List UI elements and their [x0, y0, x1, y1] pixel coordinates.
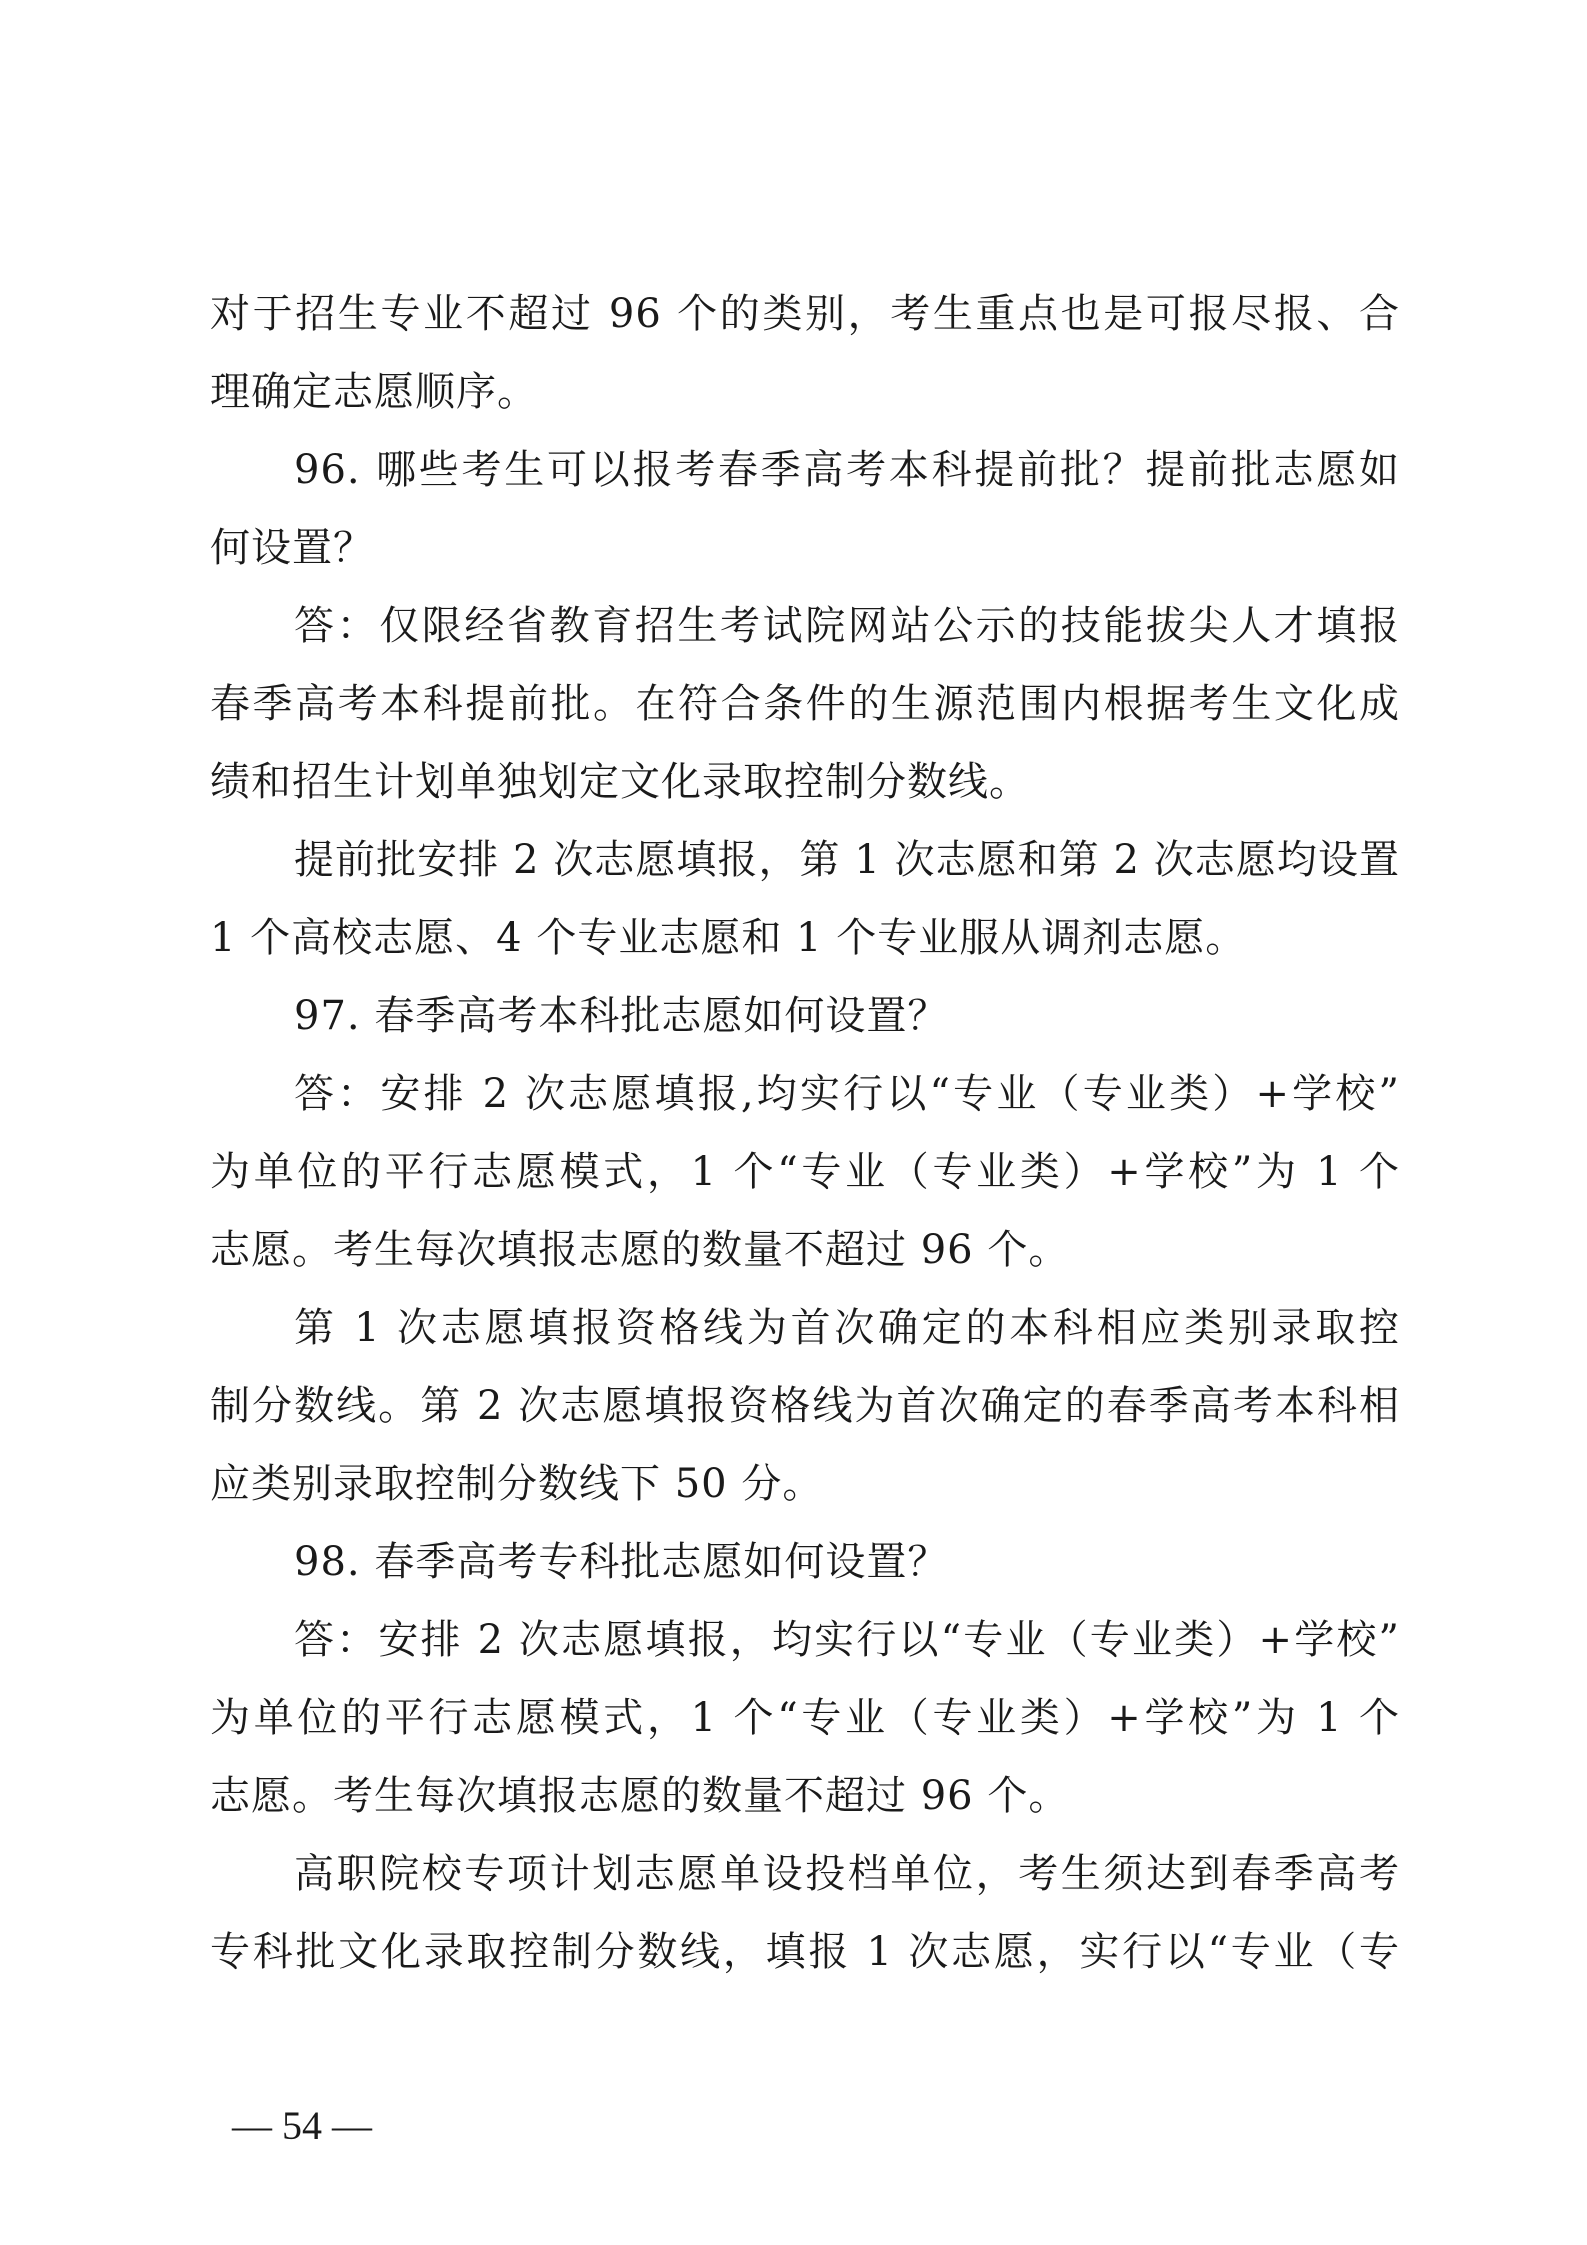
answer-paragraph: 为单位的平行志愿模式，1 个“专业（专业类）+学校”为 1 个	[210, 1149, 1400, 1195]
question-heading: 97. 春季高考本科批志愿如何设置？	[294, 993, 949, 1039]
page-number: — 54 —	[232, 2103, 372, 2148]
answer-paragraph: 答：安排 2 次志愿填报，均实行以“专业（专业类）+学校”	[294, 1617, 1400, 1663]
answer-paragraph: 为单位的平行志愿模式，1 个“专业（专业类）+学校”为 1 个	[210, 1695, 1400, 1741]
answer-paragraph: 答：安排 2 次志愿填报,均实行以“专业（专业类）+学校”	[294, 1071, 1400, 1117]
paragraph-line: 1 个高校志愿、4 个专业志愿和 1 个专业服从调剂志愿。	[210, 915, 1247, 961]
paragraph-line: 第 1 次志愿填报资格线为首次确定的本科相应类别录取控	[294, 1305, 1400, 1351]
question-heading: 96. 哪些考生可以报考春季高考本科提前批？提前批志愿如	[294, 447, 1400, 493]
paragraph-line: 理确定志愿顺序。	[210, 369, 538, 415]
answer-paragraph: 志愿。考生每次填报志愿的数量不超过 96 个。	[210, 1773, 1070, 1819]
paragraph-line: 对于招生专业不超过 96 个的类别，考生重点也是可报尽报、合	[210, 291, 1400, 337]
answer-paragraph: 志愿。考生每次填报志愿的数量不超过 96 个。	[210, 1227, 1070, 1273]
paragraph-line: 制分数线。第 2 次志愿填报资格线为首次确定的春季高考本科相	[210, 1383, 1400, 1429]
answer-paragraph: 春季高考本科提前批。在符合条件的生源范围内根据考生文化成	[210, 681, 1400, 727]
question-heading: 何设置？	[210, 525, 374, 571]
answer-paragraph: 绩和招生计划单独划定文化录取控制分数线。	[210, 759, 1030, 805]
paragraph-line: 高职院校专项计划志愿单设投档单位，考生须达到春季高考	[294, 1851, 1400, 1897]
paragraph-line: 专科批文化录取控制分数线，填报 1 次志愿，实行以“专业（专	[210, 1929, 1400, 1975]
paragraph-line: 应类别录取控制分数线下 50 分。	[210, 1461, 824, 1507]
answer-paragraph: 答：仅限经省教育招生考试院网站公示的技能拔尖人才填报	[294, 603, 1400, 649]
paragraph-line: 提前批安排 2 次志愿填报，第 1 次志愿和第 2 次志愿均设置	[294, 837, 1400, 883]
question-heading: 98. 春季高考专科批志愿如何设置？	[294, 1539, 949, 1585]
